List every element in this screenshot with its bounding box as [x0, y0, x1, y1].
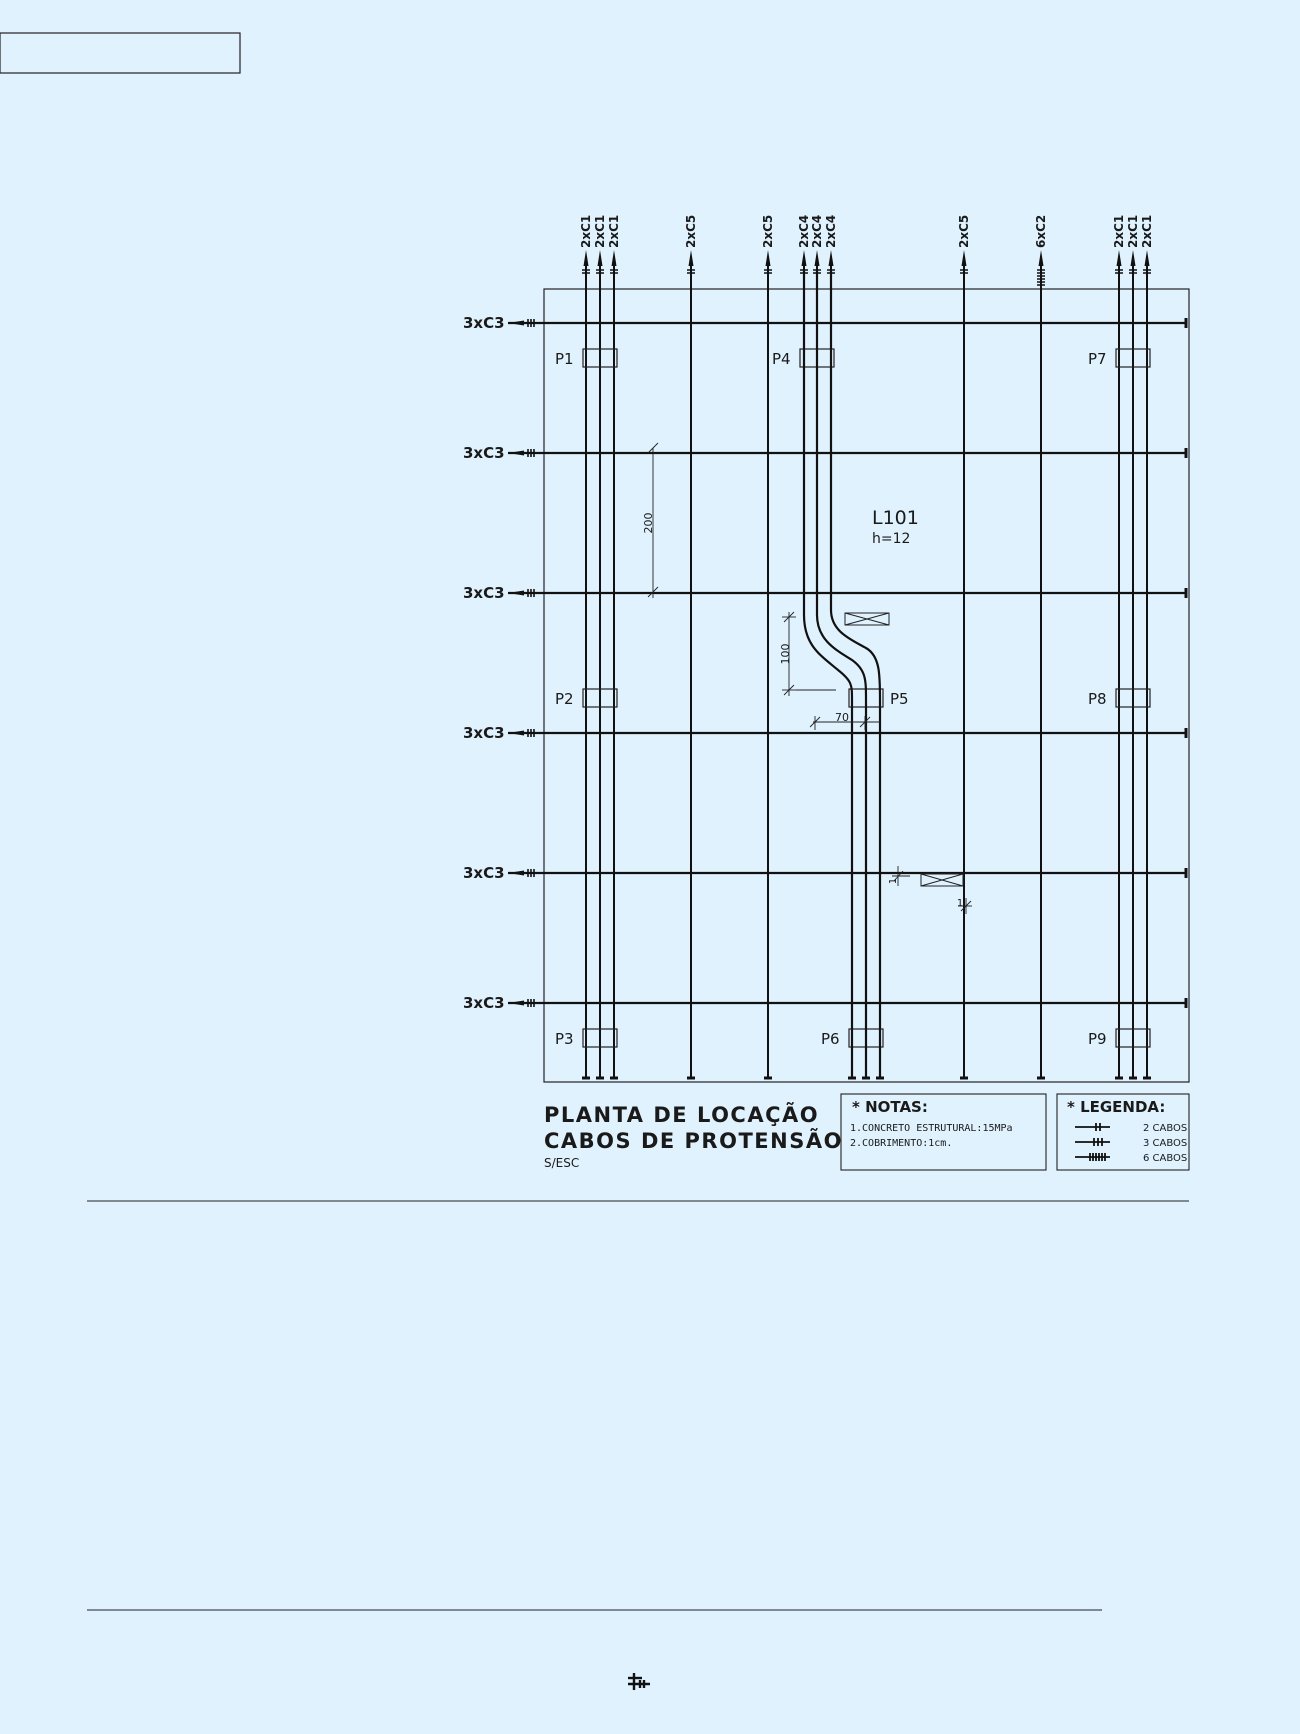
- horizontal-cable-label: 3xC3: [463, 864, 505, 882]
- horizontal-cable-5: [463, 864, 1186, 885]
- pillar-label: P6: [821, 1030, 840, 1048]
- horizontal-cable-label: 3xC3: [463, 444, 505, 462]
- dimension-lines: [648, 443, 972, 914]
- legend-item-1: 2 CABOS: [1143, 1123, 1188, 1134]
- note-2: 2.COBRIMENTO:1cm.: [850, 1138, 953, 1149]
- drawing-scale: S/ESC: [544, 1156, 580, 1170]
- vertical-cable-label: 6xC2: [1034, 214, 1048, 248]
- vertical-cable-label: 2xC1: [1140, 214, 1154, 248]
- vertical-cable-6: [797, 215, 856, 1078]
- horizontal-cable-2: [463, 444, 1186, 462]
- opening-1: [845, 613, 889, 625]
- pillar-label: P9: [1088, 1030, 1107, 1048]
- vertical-cable-5: [761, 215, 775, 1078]
- vertical-cable-10: [1034, 215, 1048, 1078]
- vertical-cable-3: [607, 215, 621, 1078]
- vertical-cable-label: 2xC1: [593, 214, 607, 248]
- vertical-cable-label: 2xC4: [824, 214, 838, 248]
- dim-200-label: 200: [642, 512, 655, 534]
- curved-cables-c4: [804, 270, 880, 1078]
- legend-item-2: 3 CABOS: [1143, 1138, 1188, 1149]
- header-box: [0, 33, 240, 73]
- drawing-title-1: PLANTA DE LOCAÇÃO: [544, 1103, 820, 1127]
- horizontal-cable-label: 3xC3: [463, 584, 505, 602]
- vertical-cable-9: [957, 215, 971, 1078]
- legend-symbols: [1075, 1123, 1110, 1161]
- opening-2: [921, 874, 963, 886]
- vertical-cable-label: 2xC1: [1112, 214, 1126, 248]
- vertical-cable-12: [1126, 215, 1140, 1078]
- vertical-cable-label: 2xC1: [607, 214, 621, 248]
- vertical-cable-4: [684, 215, 698, 1078]
- horizontal-cable-label: 3xC3: [463, 994, 505, 1012]
- drawing-title-2: CABOS DE PROTENSÃO: [544, 1129, 843, 1153]
- vertical-cable-label: 2xC1: [1126, 214, 1140, 248]
- horizontal-cable-label: 3xC3: [463, 314, 505, 332]
- dim-100-label: 100: [779, 643, 792, 665]
- notes-title: * NOTAS:: [852, 1098, 928, 1116]
- cable-c4-1: [804, 270, 852, 1078]
- vertical-cable-1: [579, 215, 593, 1078]
- vertical-cable-label: 2xC1: [579, 214, 593, 248]
- note-1: 1.CONCRETO ESTRUTURAL:15MPa: [850, 1123, 1013, 1134]
- pillar-label: P8: [1088, 690, 1107, 708]
- pillar-label: P3: [555, 1030, 574, 1048]
- horizontal-cable-1: [463, 314, 1186, 332]
- vertical-cable-label: 2xC4: [810, 214, 824, 248]
- horizontal-cable-4: [463, 724, 1186, 742]
- dim-70-label: 70: [835, 711, 849, 724]
- slab-height: h=12: [872, 531, 911, 547]
- pillar-label: P4: [772, 350, 791, 368]
- vertical-cable-2: [593, 215, 607, 1078]
- vertical-cable-label: 2xC5: [957, 214, 971, 248]
- legend-item-3: 6 CABOS: [1143, 1153, 1188, 1164]
- dim-1a-label: 1: [888, 877, 899, 885]
- vertical-cable-13: [1140, 215, 1154, 1078]
- pillar-label: P5: [890, 690, 909, 708]
- vertical-cable-label: 2xC5: [684, 214, 698, 248]
- footer-logo-icon: [628, 1673, 650, 1690]
- slab-label: L101: [872, 507, 919, 529]
- pillar-label: P7: [1088, 350, 1107, 368]
- vertical-cable-11: [1112, 215, 1126, 1078]
- pillar-label: P1: [555, 350, 574, 368]
- horizontal-cable-3: [463, 584, 1186, 602]
- horizontal-cable-6: [463, 994, 1186, 1012]
- horizontal-cable-label: 3xC3: [463, 724, 505, 742]
- vertical-cable-label: 2xC5: [761, 214, 775, 248]
- legend-title: * LEGENDA:: [1067, 1098, 1166, 1116]
- pillar-label: P2: [555, 690, 574, 708]
- dim-1b-label: 1: [956, 898, 964, 909]
- horizontal-cables: [463, 314, 1186, 1012]
- vertical-cable-label: 2xC4: [797, 214, 811, 248]
- cable-c4-3: [831, 270, 880, 1078]
- pillar-5: [849, 689, 909, 708]
